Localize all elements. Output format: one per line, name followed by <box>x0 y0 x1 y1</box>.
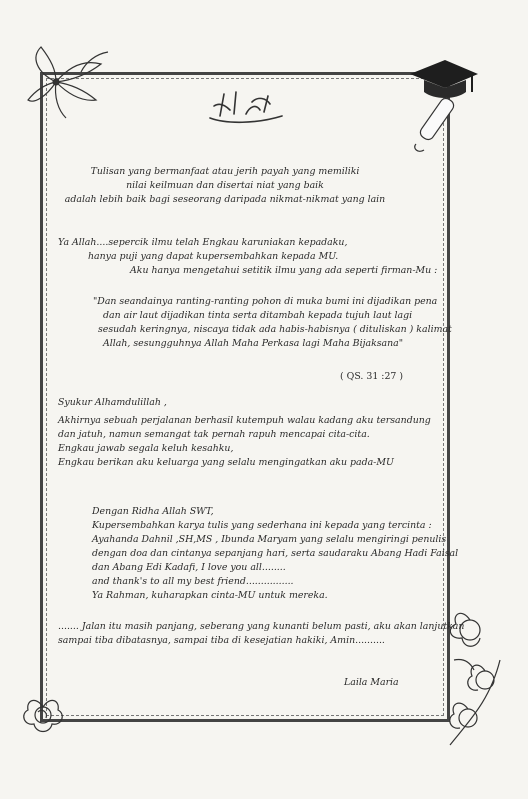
closing-line-2: sampai tiba dibatasnya, sampai tiba di kesejatian hakiki, Amin.......... <box>58 635 385 646</box>
author-signature: Laila Maria <box>344 677 399 688</box>
dedication-line-7: Ya Rahman, kuharapkan cinta-MU untuk mereka. <box>92 590 328 601</box>
intro-line-1: Tulisan yang bermanfaat atau jerih payah yang memiliki <box>90 166 360 177</box>
quote-line-1: "Dan seandainya ranting-ranting pohon di muka bumi ini dijadikan pena <box>93 296 438 307</box>
closing-line-1: ....... Jalan itu masih panjang, seberang yang kunanti belum pasti, aku akan lanjutkan <box>58 621 465 632</box>
quote-line-4: Allah, sesungguhnya Allah Maha Perkasa lagi Maha Bijaksana" <box>103 338 404 349</box>
lily-flower-icon <box>26 42 116 122</box>
dedication-line-5: dan Abang Edi Kadafi, I love you all........ <box>92 562 286 573</box>
intro-line-2: nilai keilmuan dan disertai niat yang baik <box>126 180 324 191</box>
prayer-line-1: Ya Allah....sepercik ilmu telah Engkau karuniakan kepadaku, <box>58 237 348 248</box>
gratitude-line-1: Syukur Alhamdulillah , <box>58 397 167 408</box>
quote-line-3: sesudah keringnya, niscaya tidak ada habis-habisnya ( dituliskan ) kalimat <box>98 324 452 335</box>
graduation-cap-icon <box>400 52 480 162</box>
gratitude-line-2: Akhirnya sebuah perjalanan berhasil kutempuh walau kadang aku tersandung <box>58 415 431 426</box>
dedication-line-6: and thank's to all my best friend................ <box>92 576 294 587</box>
gratitude-line-5: Engkau berikan aku keluarga yang selalu mengingatkan aku pada-MU <box>58 457 394 468</box>
dedication-line-4: dengan doa dan cintanya sepanjang hari, serta saudaraku Abang Hadi Faisal <box>92 548 459 559</box>
bismillah-calligraphy-icon <box>206 88 286 128</box>
quran-citation: ( QS. 31 :27 ) <box>340 371 404 382</box>
quote-line-2: dan air laut dijadikan tinta serta ditambah kepada tujuh laut lagi <box>103 310 413 321</box>
gratitude-line-3: dan jatuh, namun semangat tak pernah rapuh mencapai cita-cita. <box>58 429 370 440</box>
prayer-line-3: Aku hanya mengetahui setitik ilmu yang ada seperti firman-Mu : <box>130 265 438 276</box>
dedication-line-3: Ayahanda Dahnil ,SH,MS , Ibunda Maryam yang selalu mengiringi penulis <box>92 534 447 545</box>
prayer-line-2: hanya puji yang dapat kupersembahkan kepada MU. <box>88 251 339 262</box>
flower-bouquet-icon <box>440 600 520 750</box>
rose-flower-icon <box>18 690 68 740</box>
gratitude-line-4: Engkau jawab segala keluh kesahku, <box>58 443 234 454</box>
dedication-line-2: Kupersembahkan karya tulis yang sederhana ini kepada yang tercinta : <box>92 520 432 531</box>
intro-line-3: adalah lebih baik bagi seseorang daripada nikmat-nikmat yang lain <box>64 194 386 205</box>
dedication-line-1: Dengan Ridha Allah SWT, <box>92 506 214 517</box>
